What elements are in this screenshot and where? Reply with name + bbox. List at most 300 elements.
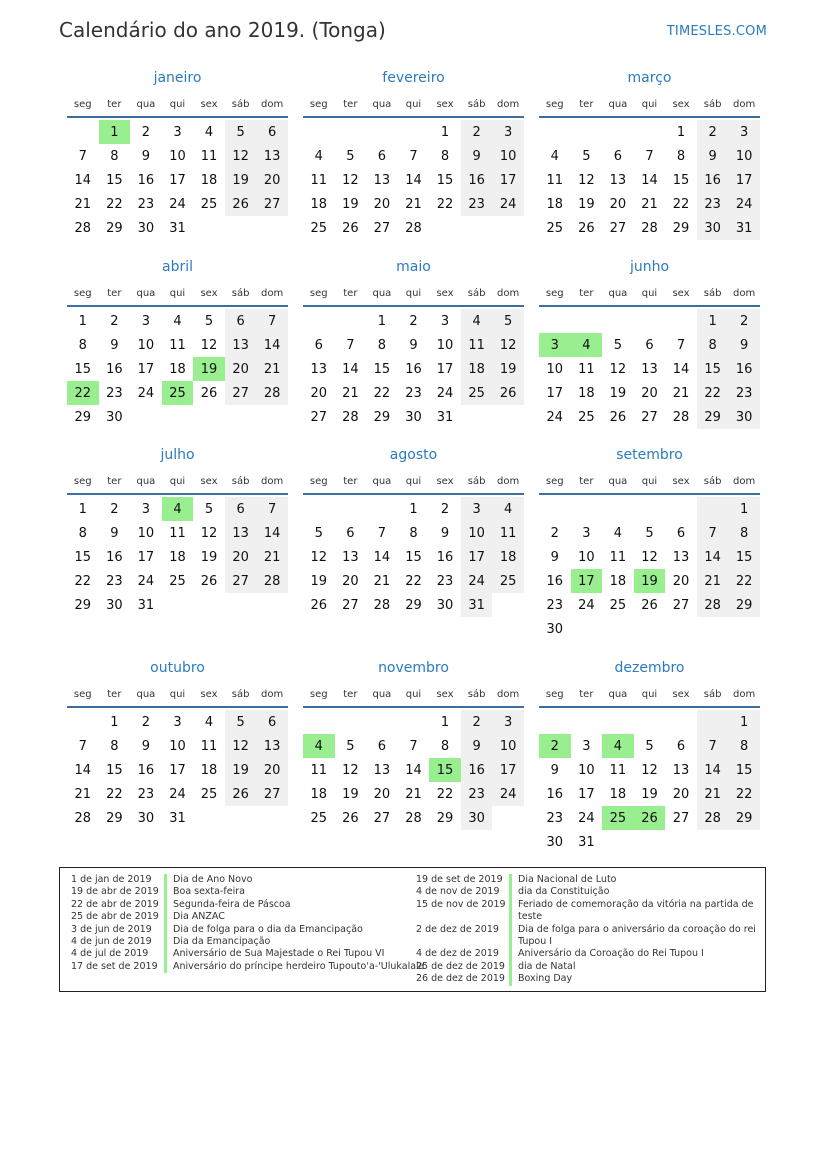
day-cell[interactable]: 26 [609,409,627,425]
day-cell[interactable]: 8 [409,525,418,541]
day-cell[interactable]: 6 [225,309,257,333]
day-cell[interactable]: 29 [74,597,92,613]
day-cell[interactable]: 9 [697,144,729,168]
day-cell[interactable]: 25 [602,806,634,830]
day-cell[interactable]: 19 [492,357,524,381]
day-cell[interactable]: 18 [200,172,218,188]
day-cell[interactable]: 22 [106,196,123,212]
day-cell[interactable]: 19 [578,196,595,212]
day-cell[interactable]: 14 [373,549,391,565]
day-cell[interactable]: 11 [310,172,328,188]
day-cell[interactable]: 1 [728,710,760,734]
day-cell[interactable]: 11 [609,762,627,778]
day-cell[interactable]: 23 [137,196,155,212]
day-cell[interactable]: 18 [492,545,524,569]
day-cell[interactable]: 11 [200,738,218,754]
day-cell[interactable]: 4 [204,714,214,730]
day-cell[interactable]: 31 [137,597,155,613]
day-cell[interactable]: 16 [461,758,493,782]
day-cell[interactable]: 2 [461,120,493,144]
day-cell[interactable]: 14 [405,762,422,778]
day-cell[interactable]: 30 [106,409,123,425]
day-cell[interactable]: 4 [492,497,524,521]
day-cell[interactable]: 9 [440,525,450,541]
day-cell[interactable]: 24 [137,573,155,589]
day-cell[interactable]: 2 [461,710,493,734]
day-cell[interactable]: 22 [106,786,123,802]
day-cell[interactable]: 27 [225,569,257,593]
day-cell[interactable]: 15 [373,361,391,377]
day-cell[interactable]: 20 [609,196,627,212]
day-cell[interactable]: 3 [141,501,151,517]
day-cell[interactable]: 9 [141,148,151,164]
day-cell[interactable]: 21 [405,786,422,802]
day-cell[interactable]: 13 [373,172,391,188]
day-cell[interactable]: 14 [697,545,729,569]
day-cell[interactable]: 21 [74,196,92,212]
day-cell[interactable]: 23 [106,573,123,589]
day-cell[interactable]: 28 [256,381,288,405]
day-cell[interactable]: 21 [256,357,288,381]
day-cell[interactable]: 14 [74,172,92,188]
day-cell[interactable]: 23 [697,192,729,216]
day-cell[interactable]: 1 [110,714,119,730]
day-cell[interactable]: 8 [728,734,760,758]
day-cell[interactable]: 6 [676,738,686,754]
day-cell[interactable]: 27 [342,597,359,613]
day-cell[interactable]: 19 [193,357,225,381]
day-cell[interactable]: 16 [546,786,564,802]
day-cell[interactable]: 9 [110,525,119,541]
day-cell[interactable]: 3 [173,124,182,140]
day-cell[interactable]: 8 [697,333,729,357]
day-cell[interactable]: 24 [436,385,454,401]
day-cell[interactable]: 15 [728,758,760,782]
day-cell[interactable]: 31 [169,220,186,236]
day-cell[interactable]: 11 [461,333,493,357]
day-cell[interactable]: 27 [641,409,658,425]
day-cell[interactable]: 24 [578,597,595,613]
day-cell[interactable]: 5 [613,337,623,353]
day-cell[interactable]: 7 [409,738,418,754]
day-cell[interactable]: 3 [582,525,591,541]
day-cell[interactable]: 24 [169,196,186,212]
day-cell[interactable]: 6 [314,337,323,353]
day-cell[interactable]: 16 [697,168,729,192]
day-cell[interactable]: 12 [225,144,257,168]
day-cell[interactable]: 5 [492,309,524,333]
day-cell[interactable]: 4 [461,309,493,333]
day-cell[interactable]: 14 [342,361,359,377]
day-cell[interactable]: 3 [582,738,591,754]
day-cell[interactable]: 1 [440,124,450,140]
day-cell[interactable]: 29 [373,409,391,425]
day-cell[interactable]: 22 [728,569,760,593]
day-cell[interactable]: 7 [78,738,87,754]
day-cell[interactable]: 5 [582,148,591,164]
day-cell[interactable]: 29 [728,593,760,617]
day-cell[interactable]: 26 [492,381,524,405]
day-cell[interactable]: 21 [697,782,729,806]
day-cell[interactable]: 22 [67,381,99,405]
day-cell[interactable]: 15 [405,549,422,565]
day-cell[interactable]: 8 [78,525,87,541]
day-cell[interactable]: 22 [74,573,92,589]
day-cell[interactable]: 14 [641,172,658,188]
day-cell[interactable]: 17 [728,168,760,192]
day-cell[interactable]: 14 [697,758,729,782]
day-cell[interactable]: 20 [310,385,328,401]
day-cell[interactable]: 2 [440,501,450,517]
day-cell[interactable]: 31 [436,409,454,425]
day-cell[interactable]: 18 [200,762,218,778]
day-cell[interactable]: 10 [169,148,186,164]
day-cell[interactable]: 18 [169,361,186,377]
day-cell[interactable]: 6 [346,525,355,541]
day-cell[interactable]: 17 [578,786,595,802]
day-cell[interactable]: 28 [697,593,729,617]
day-cell[interactable]: 21 [256,545,288,569]
day-cell[interactable]: 5 [225,120,257,144]
day-cell[interactable]: 28 [74,220,92,236]
day-cell[interactable]: 22 [405,573,422,589]
day-cell[interactable]: 8 [440,738,450,754]
day-cell[interactable]: 18 [169,549,186,565]
day-cell[interactable]: 8 [440,148,450,164]
day-cell[interactable]: 26 [578,220,595,236]
day-cell[interactable]: 10 [578,762,595,778]
day-cell[interactable]: 23 [546,597,564,613]
day-cell[interactable]: 3 [141,313,151,329]
day-cell[interactable]: 28 [697,806,729,830]
day-cell[interactable]: 10 [546,361,564,377]
day-cell[interactable]: 29 [697,405,729,429]
day-cell[interactable]: 29 [106,810,123,826]
day-cell[interactable]: 26 [634,806,666,830]
day-cell[interactable]: 18 [609,573,627,589]
day-cell[interactable]: 22 [436,786,454,802]
day-cell[interactable]: 17 [546,385,564,401]
day-cell[interactable]: 5 [314,525,323,541]
day-cell[interactable]: 27 [672,597,690,613]
day-cell[interactable]: 13 [609,172,627,188]
day-cell[interactable]: 9 [461,734,493,758]
day-cell[interactable]: 6 [377,738,387,754]
day-cell[interactable]: 7 [697,521,729,545]
day-cell[interactable]: 20 [672,573,690,589]
day-cell[interactable]: 8 [110,738,119,754]
day-cell[interactable]: 13 [373,762,391,778]
day-cell[interactable]: 21 [74,786,92,802]
day-cell[interactable]: 28 [405,220,422,236]
day-cell[interactable]: 10 [137,525,155,541]
day-cell[interactable]: 15 [74,549,92,565]
day-cell[interactable]: 16 [137,762,155,778]
day-cell[interactable]: 10 [728,144,760,168]
day-cell[interactable]: 13 [225,521,257,545]
day-cell[interactable]: 16 [106,549,123,565]
day-cell[interactable]: 21 [697,569,729,593]
day-cell[interactable]: 24 [728,192,760,216]
day-cell[interactable]: 2 [728,309,760,333]
day-cell[interactable]: 19 [200,549,218,565]
day-cell[interactable]: 5 [204,313,214,329]
day-cell[interactable]: 25 [169,573,186,589]
day-cell[interactable]: 24 [137,385,155,401]
day-cell[interactable]: 3 [728,120,760,144]
day-cell[interactable]: 19 [342,196,359,212]
day-cell[interactable]: 29 [728,806,760,830]
day-cell[interactable]: 6 [645,337,654,353]
day-cell[interactable]: 3 [539,333,571,357]
day-cell[interactable]: 29 [672,220,690,236]
day-cell[interactable]: 29 [436,810,454,826]
day-cell[interactable]: 31 [728,216,760,240]
day-cell[interactable]: 24 [169,786,186,802]
day-cell[interactable]: 1 [409,501,418,517]
day-cell[interactable]: 4 [571,333,603,357]
day-cell[interactable]: 12 [578,172,595,188]
day-cell[interactable]: 21 [342,385,359,401]
day-cell[interactable]: 17 [169,762,186,778]
day-cell[interactable]: 26 [342,810,359,826]
day-cell[interactable]: 4 [550,148,559,164]
day-cell[interactable]: 8 [110,148,119,164]
day-cell[interactable]: 7 [377,525,387,541]
day-cell[interactable]: 14 [74,762,92,778]
day-cell[interactable]: 20 [373,786,391,802]
day-cell[interactable]: 19 [225,758,257,782]
day-cell[interactable]: 20 [256,168,288,192]
day-cell[interactable]: 5 [645,738,654,754]
day-cell[interactable]: 6 [256,120,288,144]
day-cell[interactable]: 12 [310,549,328,565]
day-cell[interactable]: 15 [106,172,123,188]
day-cell[interactable]: 29 [74,409,92,425]
day-cell[interactable]: 16 [728,357,760,381]
brand-link[interactable]: TIMESLES.COM [666,24,767,39]
day-cell[interactable]: 21 [373,573,391,589]
day-cell[interactable]: 1 [440,714,450,730]
day-cell[interactable]: 10 [461,521,493,545]
day-cell[interactable]: 5 [204,501,214,517]
day-cell[interactable]: 5 [346,738,355,754]
day-cell[interactable]: 25 [200,196,218,212]
day-cell[interactable]: 23 [546,810,564,826]
day-cell[interactable]: 8 [728,521,760,545]
day-cell[interactable]: 28 [342,409,359,425]
day-cell[interactable]: 27 [373,220,391,236]
day-cell[interactable]: 13 [672,549,690,565]
day-cell[interactable]: 14 [256,333,288,357]
day-cell[interactable]: 25 [461,381,493,405]
day-cell[interactable]: 4 [602,734,634,758]
day-cell[interactable]: 15 [429,758,461,782]
day-cell[interactable]: 9 [550,549,559,565]
day-cell[interactable]: 29 [405,597,422,613]
day-cell[interactable]: 11 [492,521,524,545]
day-cell[interactable]: 30 [546,834,564,850]
day-cell[interactable]: 19 [609,385,627,401]
day-cell[interactable]: 1 [78,313,87,329]
day-cell[interactable]: 20 [672,786,690,802]
day-cell[interactable]: 4 [613,525,623,541]
day-cell[interactable]: 13 [256,734,288,758]
day-cell[interactable]: 22 [436,196,454,212]
day-cell[interactable]: 25 [310,220,328,236]
day-cell[interactable]: 12 [342,172,359,188]
day-cell[interactable]: 1 [78,501,87,517]
day-cell[interactable]: 22 [672,196,690,212]
day-cell[interactable]: 12 [609,361,627,377]
day-cell[interactable]: 4 [204,124,214,140]
day-cell[interactable]: 19 [310,573,328,589]
day-cell[interactable]: 11 [578,361,595,377]
day-cell[interactable]: 15 [697,357,729,381]
day-cell[interactable]: 27 [672,810,690,826]
day-cell[interactable]: 30 [405,409,422,425]
day-cell[interactable]: 30 [436,597,454,613]
day-cell[interactable]: 27 [609,220,627,236]
day-cell[interactable]: 13 [641,361,658,377]
day-cell[interactable]: 5 [346,148,355,164]
day-cell[interactable]: 1 [676,124,686,140]
day-cell[interactable]: 18 [310,196,328,212]
day-cell[interactable]: 13 [225,333,257,357]
day-cell[interactable]: 10 [492,734,524,758]
day-cell[interactable]: 22 [728,782,760,806]
day-cell[interactable]: 24 [461,569,493,593]
day-cell[interactable]: 6 [676,525,686,541]
day-cell[interactable]: 26 [641,597,658,613]
day-cell[interactable]: 23 [461,782,493,806]
day-cell[interactable]: 16 [436,549,454,565]
day-cell[interactable]: 1 [728,497,760,521]
day-cell[interactable]: 24 [492,782,524,806]
day-cell[interactable]: 27 [310,409,328,425]
day-cell[interactable]: 12 [492,333,524,357]
day-cell[interactable]: 25 [546,220,564,236]
day-cell[interactable]: 9 [550,762,559,778]
day-cell[interactable]: 21 [641,196,658,212]
day-cell[interactable]: 4 [314,148,323,164]
day-cell[interactable]: 10 [436,337,454,353]
day-cell[interactable]: 11 [169,337,186,353]
day-cell[interactable]: 13 [256,144,288,168]
day-cell[interactable]: 20 [342,573,359,589]
day-cell[interactable]: 7 [676,337,686,353]
day-cell[interactable]: 17 [492,168,524,192]
day-cell[interactable]: 21 [672,385,690,401]
day-cell[interactable]: 28 [74,810,92,826]
day-cell[interactable]: 18 [461,357,493,381]
day-cell[interactable]: 11 [546,172,564,188]
day-cell[interactable]: 24 [578,810,595,826]
day-cell[interactable]: 17 [492,758,524,782]
day-cell[interactable]: 28 [405,810,422,826]
day-cell[interactable]: 24 [546,409,564,425]
day-cell[interactable]: 9 [409,337,418,353]
day-cell[interactable]: 20 [641,385,658,401]
day-cell[interactable]: 3 [461,497,493,521]
day-cell[interactable]: 16 [461,168,493,192]
day-cell[interactable]: 15 [728,545,760,569]
day-cell[interactable]: 27 [256,192,288,216]
day-cell[interactable]: 30 [137,220,155,236]
day-cell[interactable]: 9 [461,144,493,168]
day-cell[interactable]: 19 [342,786,359,802]
day-cell[interactable]: 2 [550,525,559,541]
day-cell[interactable]: 16 [106,361,123,377]
day-cell[interactable]: 12 [200,337,218,353]
day-cell[interactable]: 25 [492,569,524,593]
day-cell[interactable]: 26 [225,782,257,806]
day-cell[interactable]: 2 [141,714,151,730]
day-cell[interactable]: 19 [641,786,658,802]
day-cell[interactable]: 26 [310,597,328,613]
day-cell[interactable]: 6 [377,148,387,164]
day-cell[interactable]: 30 [137,810,155,826]
day-cell[interactable]: 4 [303,734,335,758]
day-cell[interactable]: 20 [225,357,257,381]
day-cell[interactable]: 23 [436,573,454,589]
day-cell[interactable]: 12 [342,762,359,778]
day-cell[interactable]: 7 [346,337,355,353]
day-cell[interactable]: 12 [641,549,658,565]
day-cell[interactable]: 30 [461,806,493,830]
day-cell[interactable]: 26 [200,573,218,589]
day-cell[interactable]: 16 [546,573,564,589]
day-cell[interactable]: 17 [169,172,186,188]
day-cell[interactable]: 10 [137,337,155,353]
day-cell[interactable]: 19 [634,569,666,593]
day-cell[interactable]: 18 [578,385,595,401]
day-cell[interactable]: 6 [256,710,288,734]
day-cell[interactable]: 8 [377,337,387,353]
day-cell[interactable]: 19 [225,168,257,192]
day-cell[interactable]: 18 [609,786,627,802]
day-cell[interactable]: 13 [672,762,690,778]
day-cell[interactable]: 2 [141,124,151,140]
day-cell[interactable]: 30 [106,597,123,613]
day-cell[interactable]: 25 [162,381,194,405]
day-cell[interactable]: 27 [256,782,288,806]
day-cell[interactable]: 2 [409,313,418,329]
day-cell[interactable]: 14 [672,361,690,377]
day-cell[interactable]: 9 [110,337,119,353]
day-cell[interactable]: 11 [200,148,218,164]
day-cell[interactable]: 11 [609,549,627,565]
day-cell[interactable]: 11 [169,525,186,541]
day-cell[interactable]: 3 [440,313,450,329]
day-cell[interactable]: 27 [225,381,257,405]
day-cell[interactable]: 12 [641,762,658,778]
day-cell[interactable]: 15 [74,361,92,377]
day-cell[interactable]: 25 [310,810,328,826]
day-cell[interactable]: 6 [225,497,257,521]
day-cell[interactable]: 20 [256,758,288,782]
day-cell[interactable]: 16 [405,361,422,377]
day-cell[interactable]: 4 [173,313,182,329]
day-cell[interactable]: 10 [492,144,524,168]
day-cell[interactable]: 8 [676,148,686,164]
day-cell[interactable]: 14 [405,172,422,188]
day-cell[interactable]: 24 [492,192,524,216]
day-cell[interactable]: 13 [342,549,359,565]
day-cell[interactable]: 7 [256,497,288,521]
day-cell[interactable]: 30 [546,621,564,637]
day-cell[interactable]: 23 [728,381,760,405]
